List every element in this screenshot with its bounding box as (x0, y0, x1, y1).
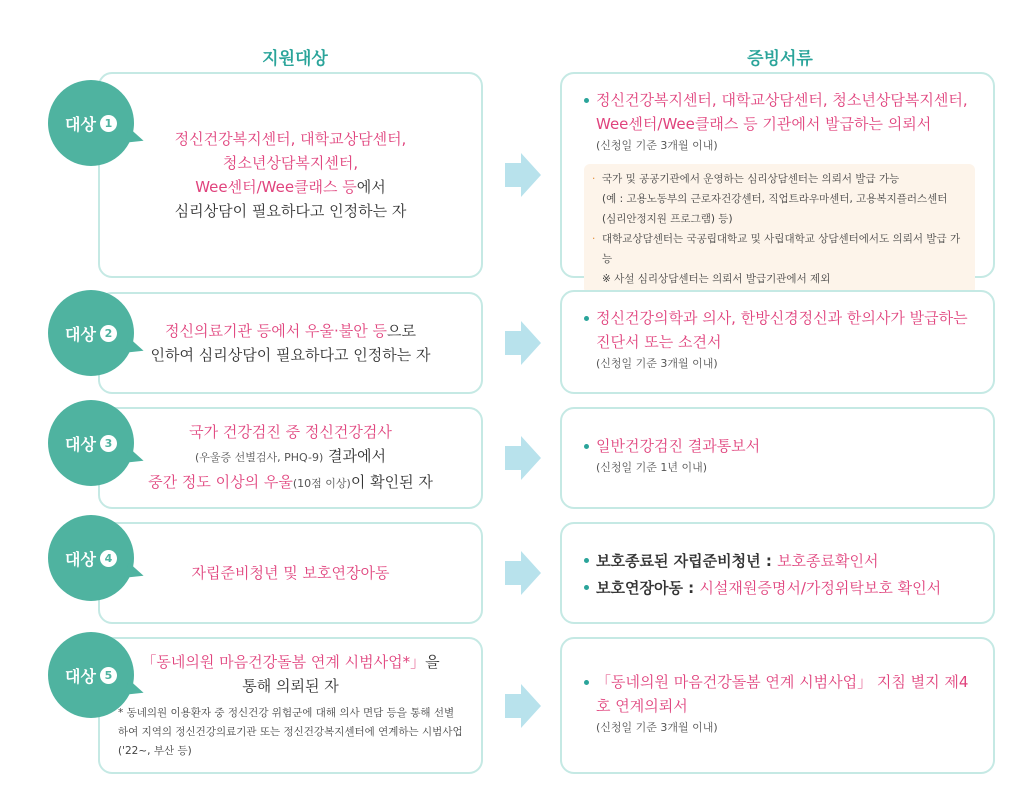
badge-label: 대상 (65, 666, 96, 686)
target-box-1 (98, 72, 483, 278)
document-validity: (신청일 기준 1년 이내) (596, 461, 708, 474)
right-arrow-icon (505, 551, 541, 595)
target-badge-3 (48, 400, 134, 486)
document-validity: (신청일 기준 3개월 이내) (596, 357, 718, 370)
target-line (148, 470, 433, 496)
target-text: 결과에서 (323, 447, 387, 465)
target-text: 중간 정도 이상의 우울 (148, 473, 293, 491)
target-text: 청소년상담복지센터, (222, 154, 359, 172)
target-text: Wee센터/Wee클래스 등 (195, 178, 357, 196)
badge-number: 5 (100, 667, 117, 684)
target-badge-5 (48, 632, 134, 718)
target-text: 으로 (386, 322, 416, 340)
target-text: (10점 이상) (292, 477, 351, 490)
target-line (151, 343, 431, 367)
badge-label: 대상 (65, 114, 96, 134)
badge-number: 4 (100, 550, 117, 567)
target-text: 을 (425, 653, 440, 671)
target-text: 인하여 심리상담이 필요하다고 인정하는 자 (150, 346, 431, 364)
badge-number: 2 (100, 325, 117, 342)
document-note (584, 164, 975, 294)
left-column-header: 지원대상 (262, 49, 328, 69)
target-text: 국가 건강검진 중 정신건강검사 (189, 423, 392, 441)
document-validity: (신청일 기준 3개월 이내) (596, 139, 718, 152)
badge-number: 3 (100, 435, 117, 452)
document-name: 「동네의원 마음건강돌봄 연계 시범사업」 지침 별지 제4호 연계의뢰서 (584, 670, 975, 718)
note-line: · 국가 및 공공기관에서 운영하는 심리상담센터는 의뢰서 발급 가능 (592, 169, 967, 189)
target-text: 이 확인된 자 (350, 473, 433, 491)
note-line: · 대학교상담센터는 국공립대학교 및 사립대학교 상담센터에서도 의뢰서 발급 가능 (592, 229, 967, 269)
badge-label: 대상 (65, 324, 96, 344)
target-box-2 (98, 292, 483, 394)
target-text: (우울증 선별검사, PHQ-9) (194, 451, 324, 464)
target-text: 심리상담이 필요하다고 인정하는 자 (174, 202, 407, 220)
document-name: 일반건강검진 결과통보서 (584, 434, 975, 458)
document-box-4 (560, 522, 995, 624)
document-item-label: 보호연장아동 : (596, 579, 700, 597)
document-box-5 (560, 637, 995, 774)
document-item-value: 시설재원증명서/가정위탁보호 확인서 (699, 579, 942, 597)
target-line (242, 674, 338, 698)
document-box-2 (560, 290, 995, 394)
document-item (584, 575, 975, 602)
target-line (223, 151, 358, 175)
right-arrow-icon (505, 153, 541, 197)
right-arrow-icon (505, 684, 541, 728)
document-item-label: 보호종료된 자립준비청년 : (596, 552, 778, 570)
target-text: 정신의료기관 등에서 우울·불안 등 (165, 322, 387, 340)
right-arrow-icon (505, 436, 541, 480)
note-line: (심리안정지원 프로그램) 등) (602, 213, 733, 225)
badge-number: 1 (100, 115, 117, 132)
target-line (175, 199, 407, 223)
target-box-4 (98, 522, 483, 624)
right-arrow-icon (505, 321, 541, 365)
badge-label: 대상 (65, 549, 96, 569)
target-line (141, 650, 439, 674)
target-line (195, 175, 386, 199)
target-text: 정신건강복지센터, 대학교상담센터, (174, 130, 407, 148)
document-name: 정신건강의학과 의사, 한방신경정신과 한의사가 발급하는 진단서 또는 소견서 (584, 306, 975, 354)
target-badge-1 (48, 80, 134, 166)
document-item-value: 보호종료확인서 (777, 552, 879, 570)
target-badge-2 (48, 290, 134, 376)
target-text: 통해 의뢰된 자 (242, 677, 339, 695)
target-text: 「동네의원 마음건강돌봄 연계 시범사업*」 (141, 653, 426, 671)
document-name: 정신건강복지센터, 대학교상담센터, 청소년상담복지센터, Wee센터/Wee클래스 등 기관에서 발급하는 의뢰서 (584, 88, 975, 136)
document-item (584, 548, 975, 575)
target-line (189, 420, 392, 444)
target-text: 에서 (356, 178, 386, 196)
note-line: (예 : 고용노동부의 근로자건강센터, 직업트라우마센터, 고용복지플러스센터 (602, 193, 948, 205)
target-line (192, 561, 390, 585)
target-text: 자립준비청년 및 보호연장아동 (191, 564, 390, 582)
target-line (175, 127, 407, 151)
target-footnote: * 동네의원 이용환자 중 정신건강 위험군에 대해 의사 면담 등을 통해 선별하여 지역의 정신건강의료기관 또는 정신건강복지센터에 연계하는 시범사업('22~, 부산 등) (118, 707, 463, 757)
target-box-5 (98, 637, 483, 774)
target-badge-4 (48, 515, 134, 601)
target-box-3 (98, 407, 483, 509)
document-validity: (신청일 기준 3개월 이내) (596, 720, 718, 734)
right-column-header: 증빙서류 (747, 49, 813, 69)
note-line: ※ 사설 심리상담센터는 의뢰서 발급기관에서 제외 (602, 273, 831, 285)
target-line (195, 444, 386, 470)
document-box-3 (560, 407, 995, 509)
target-line (165, 319, 416, 343)
document-box-1 (560, 72, 995, 285)
badge-label: 대상 (65, 434, 96, 454)
